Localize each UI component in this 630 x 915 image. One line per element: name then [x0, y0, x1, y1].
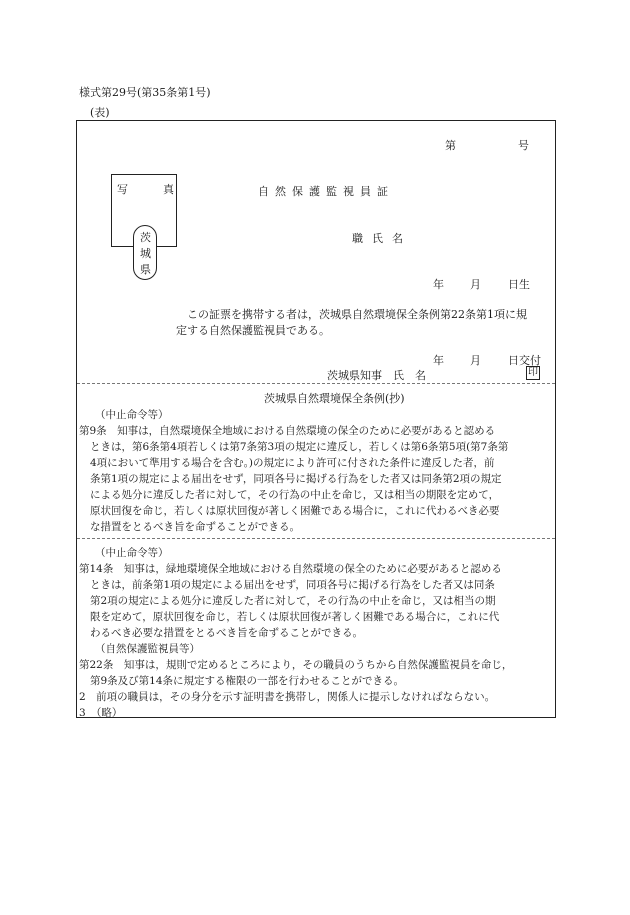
- ordinance-line: わるべき必要な措置をとるべき旨を命ずることができる。: [90, 627, 363, 639]
- ordinance-line: 条第1項の規定による届出をせず，同項各号に掲げる行為をした者又は同条第2項の規定: [90, 473, 502, 485]
- ordinance-line: 2 前項の職員は，その身分を示す証明書を携帯し，関係人に提示しなければならない。: [79, 691, 496, 703]
- position-name-label: 職氏名: [352, 232, 412, 245]
- separator-line: [77, 538, 555, 539]
- side-label: (表): [90, 106, 110, 119]
- photo-label-left: 写: [117, 183, 128, 196]
- certificate-statement: この証票を携帯する者は，茨城県自然環境保全条例第22条第1項に規: [187, 308, 527, 321]
- ordinance-line: による処分に違反した者に対して，その行為の中止を命じ，又は相当の期限を定めて，: [90, 489, 500, 501]
- seal-char: 茨: [140, 231, 151, 244]
- ordinance-line: 第2項の規定による処分に違反した者に対して，その行為の中止を命じ，又は相当の期: [90, 595, 496, 607]
- certificate-title: 自然保護監視員証: [258, 185, 394, 198]
- ordinance-line: な措置をとるべき旨を命ずることができる。: [90, 521, 300, 533]
- birth-day-label: 日生: [508, 278, 530, 291]
- ordinance-heading: （自然保護監視員等）: [95, 643, 200, 655]
- ordinance-line: 3 （略）: [79, 707, 123, 719]
- stamp-box: 印: [528, 367, 538, 378]
- ordinance-line: 原状回復を命じ，若しくは原状回復が著しく困難である場合に，これに代わるべき必要: [90, 505, 500, 517]
- issue-year-label: 年: [433, 354, 444, 367]
- ordinance-line: 限を定めて，原状回復を命じ，若しくは原状回復が著しく困難である場合に，これに代: [90, 611, 500, 623]
- ordinance-line: 第22条 知事は，規則で定めるところにより，その職員のうちから自然保護監視員を命じ，: [79, 659, 513, 671]
- ordinance-line: ときは，前条第1項の規定による届出をせず，同項各号に掲げる行為をした者又は同条: [90, 579, 495, 591]
- ordinance-title: 茨城県自然環境保全条例(抄): [264, 392, 405, 405]
- number-dai: 第: [445, 139, 456, 152]
- ordinance-heading: （中止命令等）: [95, 547, 169, 559]
- seal-char: 城: [140, 247, 151, 260]
- seal-char: 県: [140, 263, 151, 276]
- number-go: 号: [518, 139, 529, 152]
- photo-label-right: 真: [163, 183, 174, 196]
- ordinance-line: 第14条 知事は，緑地環境保全地域における自然環境の保全のために必要があると認める: [79, 563, 502, 575]
- ordinance-line: ときは，第6条第4項若しくは第7条第3項の規定に違反し，若しくは第6条第5項(第7条第: [90, 441, 509, 453]
- birth-month-label: 月: [470, 278, 481, 291]
- issue-month-label: 月: [470, 354, 481, 367]
- birth-year-label: 年: [433, 278, 444, 291]
- form-number-label: 様式第29号(第35条第1号): [79, 86, 211, 99]
- ordinance-line: 第9条 知事は，自然環境保全地域における自然環境の保全のために必要があると認める: [79, 425, 496, 437]
- certificate-statement-cont: 定する自然保護監視員である。: [176, 324, 330, 337]
- issue-day-label: 日交付: [508, 354, 541, 367]
- separator-line: [77, 383, 555, 384]
- ordinance-line: 4項において準用する場合を含む。)の規定により許可に付された条件に違反した者，前: [90, 457, 495, 469]
- ordinance-line: 第9条及び第14条に規定する権限の一部を行わせることができる。: [90, 675, 405, 687]
- ordinance-heading: （中止命令等）: [95, 409, 169, 421]
- issuer-label: 茨城県知事 氏 名: [327, 369, 426, 382]
